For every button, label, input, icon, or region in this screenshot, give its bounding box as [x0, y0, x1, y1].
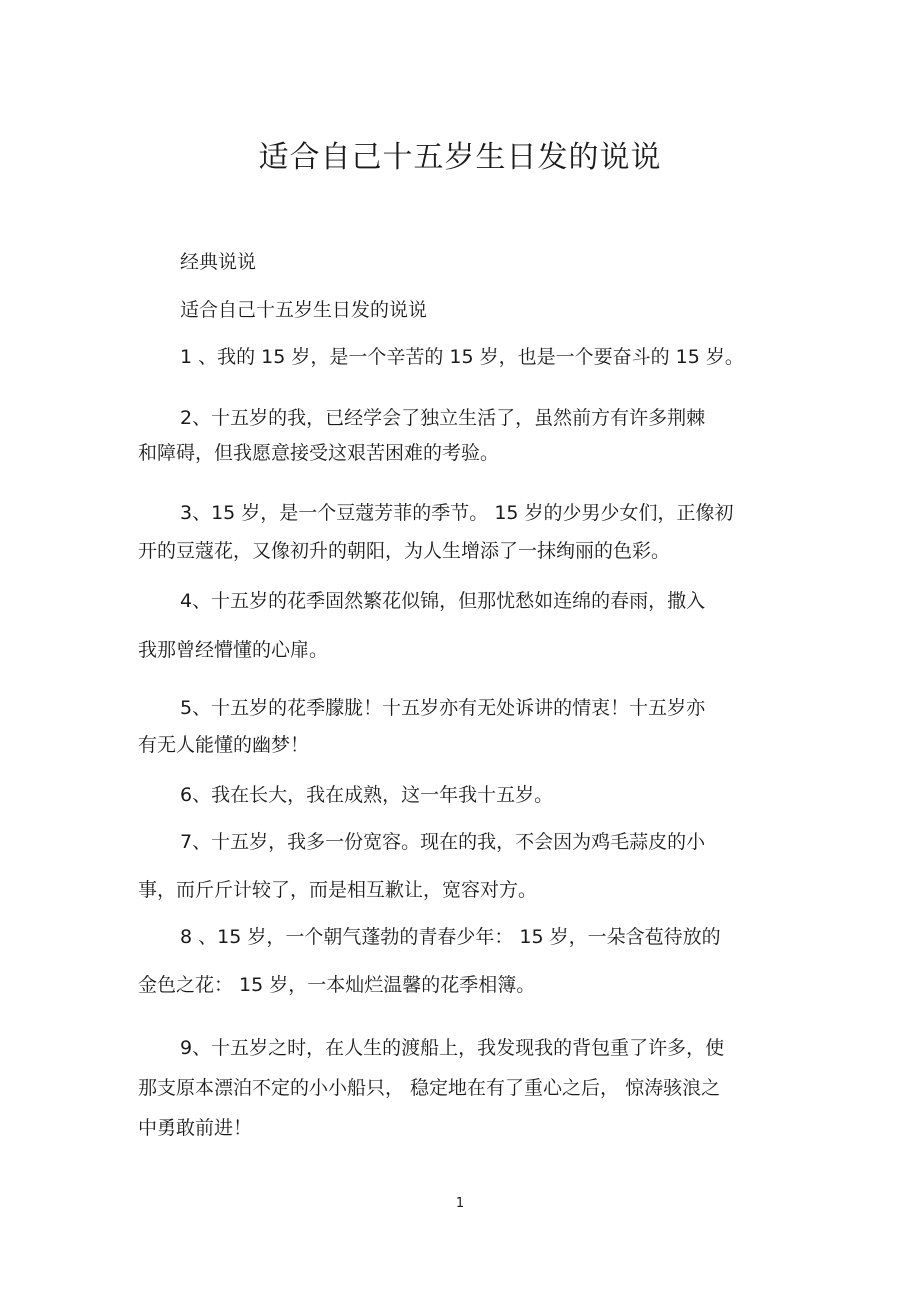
paragraph-2-line-2: 和障碍，但我愿意接受这艰苦困难的考验。	[138, 442, 500, 464]
paragraph-3-line-2: 开的豆蔻花，又像初升的朝阳，为人生增添了一抹绚丽的色彩。	[138, 540, 671, 562]
document-title: 适合自己十五岁生日发的说说	[258, 140, 662, 175]
subtitle: 适合自己十五岁生日发的说说	[180, 299, 428, 321]
category-label: 经典说说	[180, 251, 257, 273]
paragraph-9-line-2: 那支原本漂泊不定的小小船只， 稳定地在有了重心之后， 惊涛骇浪之	[138, 1077, 721, 1099]
paragraph-4-line-2: 我那曾经懵懂的心扉。	[138, 639, 329, 661]
paragraph-2-line-1: 2、十五岁的我，已经学会了独立生活了，虽然前方有许多荆棘	[180, 407, 706, 429]
paragraph-8-line-1: 8 、15 岁，一个朝气蓬勃的青春少年： 15 岁，一朵含苞待放的	[180, 926, 721, 948]
page-number: 1	[455, 1196, 465, 1211]
paragraph-7-line-1: 7、十五岁，我多一份宽容。现在的我，不会因为鸡毛蒜皮的小	[180, 831, 706, 853]
paragraph-9-line-3: 中勇敢前进！	[138, 1117, 253, 1139]
paragraph-3-line-1: 3、15 岁，是一个豆蔻芳菲的季节。 15 岁的少男少女们，正像初	[180, 502, 734, 524]
paragraph-4-line-1: 4、十五岁的花季固然繁花似锦，但那忧愁如连绵的春雨，撒入	[180, 590, 706, 612]
paragraph-7-line-2: 事，而斤斤计较了，而是相互歉让，宽容对方。	[138, 879, 538, 901]
paragraph-5-line-2: 有无人能懂的幽梦！	[138, 734, 310, 756]
paragraph-8-line-2: 金色之花： 15 岁，一本灿烂温馨的花季相簿。	[138, 974, 536, 996]
paragraph-6-line-1: 6、我在长大，我在成熟，这一年我十五岁。	[180, 784, 554, 806]
paragraph-1-line-1: 1 、我的 15 岁，是一个辛苦的 15 岁，也是一个要奋斗的 15 岁。	[180, 346, 744, 368]
paragraph-9-line-1: 9、十五岁之时，在人生的渡船上，我发现我的背包重了许多，使	[180, 1037, 725, 1059]
paragraph-5-line-1: 5、十五岁的花季朦胧！十五岁亦有无处诉讲的情衷！十五岁亦	[180, 697, 706, 719]
